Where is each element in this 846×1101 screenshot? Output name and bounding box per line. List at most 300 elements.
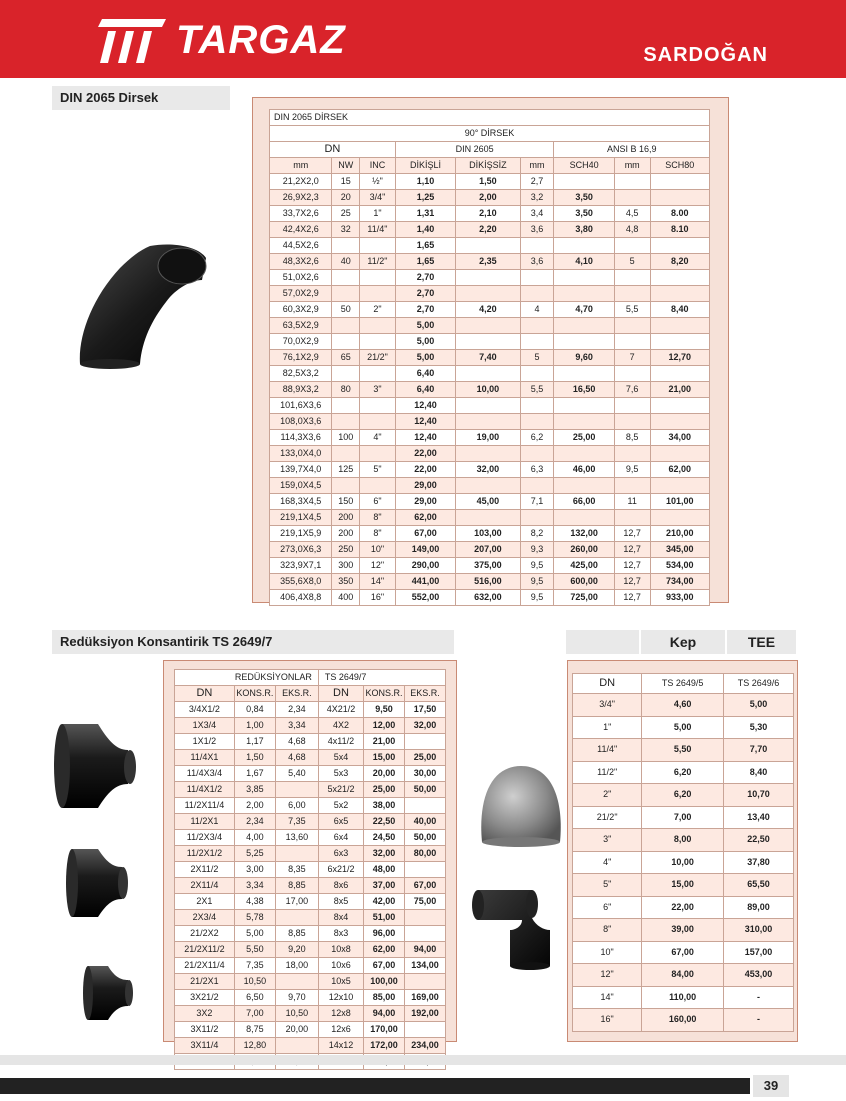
table-cell: 1"	[573, 716, 642, 739]
red-table-standard: TS 2649/7	[318, 670, 445, 686]
table-cell: 20,00	[275, 1022, 318, 1038]
reduction-table	[174, 669, 446, 1070]
table-cell: 65	[332, 350, 360, 366]
table-cell	[332, 238, 360, 254]
table-cell: 8,2	[520, 526, 554, 542]
table-cell: 25,00	[364, 782, 405, 798]
table-cell: 6x3	[318, 846, 363, 862]
table-cell: 100	[332, 430, 360, 446]
table-cell	[650, 446, 709, 462]
table-cell	[360, 398, 396, 414]
table-cell: 14x12	[318, 1038, 363, 1054]
table-cell: 8x3	[318, 926, 363, 942]
table-row	[573, 1009, 794, 1032]
table-cell: 10,00	[642, 851, 724, 874]
table-cell	[614, 270, 650, 286]
table-row	[270, 542, 710, 558]
table-cell: 14"	[360, 574, 396, 590]
table-cell: 323,9X7,1	[270, 558, 332, 574]
table-cell: 40	[332, 254, 360, 270]
table-cell: 14"	[573, 986, 642, 1009]
table-cell	[404, 910, 445, 926]
red-col-header: KONS.R.	[364, 686, 405, 702]
table-cell: -	[723, 986, 793, 1009]
table-cell: 3,50	[554, 190, 614, 206]
table-row	[175, 782, 446, 798]
table-cell	[520, 286, 554, 302]
table-cell: 67,00	[395, 526, 455, 542]
table-row	[270, 526, 710, 542]
table-cell: 4,00	[234, 830, 275, 846]
table-cell	[520, 334, 554, 350]
table-cell	[456, 286, 520, 302]
table-cell	[456, 446, 520, 462]
table-cell: 114,3X3,6	[270, 430, 332, 446]
table-cell: 21,2X2,0	[270, 174, 332, 190]
table-cell: 11/2"	[573, 761, 642, 784]
logo-mark-icon	[96, 15, 170, 65]
table-cell	[360, 334, 396, 350]
table-cell: 4,5	[614, 206, 650, 222]
table-cell: 32,00	[404, 718, 445, 734]
table-row	[270, 190, 710, 206]
table-cell	[332, 286, 360, 302]
table-row	[175, 846, 446, 862]
table-cell: 17,50	[404, 702, 445, 718]
table-cell: 12,7	[614, 542, 650, 558]
table-cell: 3,80	[554, 222, 614, 238]
table-cell: 89,00	[723, 896, 793, 919]
table-cell	[650, 398, 709, 414]
table-cell: 4x11/2	[318, 734, 363, 750]
table-cell: 1,65	[395, 254, 455, 270]
table-cell	[520, 318, 554, 334]
table-cell: 375,00	[456, 558, 520, 574]
table-cell: 3/4X1/2	[175, 702, 235, 718]
table-cell: 3"	[573, 829, 642, 852]
table-row	[175, 702, 446, 718]
table-cell: 9,5	[520, 590, 554, 606]
table-row	[270, 238, 710, 254]
table-cell: 40,00	[404, 814, 445, 830]
table-cell	[614, 446, 650, 462]
table-cell: 4,60	[642, 694, 724, 717]
table-cell: 6,20	[642, 761, 724, 784]
table-cell: 157,00	[723, 941, 793, 964]
table-cell	[456, 398, 520, 414]
table-cell: 3X11/4	[175, 1038, 235, 1054]
din-table-subtitle: 90° DİRSEK	[270, 126, 710, 142]
table-cell: 4,8	[614, 222, 650, 238]
table-row	[573, 874, 794, 897]
table-cell: 600,00	[554, 574, 614, 590]
table-cell: 101,6X3,6	[270, 398, 332, 414]
table-cell: 2,35	[456, 254, 520, 270]
table-header-row	[270, 126, 710, 142]
table-cell: 6,50	[234, 990, 275, 1006]
table-cell: 159,0X4,5	[270, 478, 332, 494]
table-cell: 210,00	[650, 526, 709, 542]
table-row	[270, 206, 710, 222]
table-cell: 3,6	[520, 222, 554, 238]
table-cell: 94,00	[404, 942, 445, 958]
table-cell: 12,7	[614, 574, 650, 590]
table-row	[270, 254, 710, 270]
page-header	[0, 0, 846, 78]
table-cell: 80	[332, 382, 360, 398]
table-cell: 11/4"	[360, 222, 396, 238]
table-row	[270, 222, 710, 238]
table-row	[270, 302, 710, 318]
table-cell	[332, 398, 360, 414]
table-cell	[404, 798, 445, 814]
kep-tee-header-blank	[566, 630, 639, 654]
table-row	[573, 739, 794, 762]
table-cell: 16"	[573, 1009, 642, 1032]
page-number: 39	[753, 1075, 789, 1097]
table-cell: 5,00	[395, 318, 455, 334]
table-cell: 46,00	[554, 462, 614, 478]
table-cell: 3,85	[234, 782, 275, 798]
table-row	[573, 941, 794, 964]
table-cell: 172,00	[364, 1038, 405, 1054]
table-row	[175, 878, 446, 894]
table-cell: 10,00	[456, 382, 520, 398]
table-row	[270, 318, 710, 334]
table-row	[573, 761, 794, 784]
table-cell: 3"	[360, 382, 396, 398]
table-cell	[404, 1022, 445, 1038]
table-cell: 2,70	[395, 286, 455, 302]
table-row	[175, 958, 446, 974]
table-cell: 1X3/4	[175, 718, 235, 734]
table-cell: 8,35	[275, 862, 318, 878]
table-cell: 734,00	[650, 574, 709, 590]
table-cell: 6,2	[520, 430, 554, 446]
table-header-row	[175, 670, 446, 686]
table-cell: 3/4"	[573, 694, 642, 717]
table-cell: 108,0X3,6	[270, 414, 332, 430]
table-cell: 8,85	[275, 926, 318, 942]
table-cell: 15,00	[364, 750, 405, 766]
table-cell: 10"	[573, 941, 642, 964]
table-cell: 15	[332, 174, 360, 190]
table-cell: 2,70	[395, 302, 455, 318]
table-cell: 1,17	[234, 734, 275, 750]
table-row	[270, 174, 710, 190]
table-header-row	[573, 674, 794, 694]
table-cell: 42,00	[364, 894, 405, 910]
table-row	[573, 851, 794, 874]
table-cell	[650, 238, 709, 254]
table-cell: 1,40	[395, 222, 455, 238]
table-cell: 12,40	[395, 414, 455, 430]
table-cell: 20,00	[364, 766, 405, 782]
table-cell: 5,50	[234, 942, 275, 958]
red-col-header: EKS.R.	[404, 686, 445, 702]
table-cell	[614, 238, 650, 254]
table-cell: 5x4	[318, 750, 363, 766]
table-cell: 9,20	[275, 942, 318, 958]
table-cell: 3/4"	[360, 190, 396, 206]
kep-tee-sheet	[567, 660, 798, 1042]
din-col-header: DİKİŞSİZ	[456, 158, 520, 174]
table-cell	[275, 782, 318, 798]
table-cell: 8.00	[650, 206, 709, 222]
table-cell: 67,00	[404, 878, 445, 894]
table-cell: 10x6	[318, 958, 363, 974]
table-row	[573, 806, 794, 829]
table-cell: 12x10	[318, 990, 363, 1006]
table-cell: 1"	[360, 206, 396, 222]
table-cell: 10x8	[318, 942, 363, 958]
table-cell	[554, 398, 614, 414]
table-cell: 4,68	[275, 734, 318, 750]
table-cell: 38,00	[364, 798, 405, 814]
table-cell: 66,00	[554, 494, 614, 510]
table-cell: 8"	[360, 510, 396, 526]
table-cell: ½"	[360, 174, 396, 190]
footer-strip	[0, 1055, 846, 1065]
table-cell: 4"	[360, 430, 396, 446]
table-cell: 22,00	[395, 446, 455, 462]
table-row	[175, 734, 446, 750]
table-cell: 7,70	[723, 739, 793, 762]
table-cell	[614, 510, 650, 526]
table-cell	[650, 318, 709, 334]
table-cell: 406,4X8,8	[270, 590, 332, 606]
table-cell	[360, 414, 396, 430]
table-cell: 3,00	[234, 862, 275, 878]
table-cell: 1,10	[395, 174, 455, 190]
table-cell	[456, 334, 520, 350]
table-cell: 192,00	[404, 1006, 445, 1022]
table-cell: 1,31	[395, 206, 455, 222]
table-cell: 12,7	[614, 590, 650, 606]
table-cell: 2,10	[456, 206, 520, 222]
table-cell: 5,40	[275, 766, 318, 782]
table-cell: 149,00	[395, 542, 455, 558]
table-cell: 6,20	[642, 784, 724, 807]
table-cell: 44,5X2,6	[270, 238, 332, 254]
table-cell: 150	[332, 494, 360, 510]
table-cell: 3,34	[234, 878, 275, 894]
table-cell	[404, 926, 445, 942]
elbow-image	[72, 240, 212, 370]
table-header-row	[270, 142, 710, 158]
table-cell: 62,00	[364, 942, 405, 958]
table-cell: 39,00	[642, 919, 724, 942]
table-cell: 8"	[360, 526, 396, 542]
table-cell: 552,00	[395, 590, 455, 606]
table-cell	[520, 366, 554, 382]
table-cell: 8,85	[275, 878, 318, 894]
table-row	[270, 590, 710, 606]
table-cell	[554, 286, 614, 302]
din-col-header: mm	[520, 158, 554, 174]
table-cell: 350	[332, 574, 360, 590]
din-col-header: SCH80	[650, 158, 709, 174]
table-cell: 5,30	[723, 716, 793, 739]
table-row	[270, 286, 710, 302]
table-cell: 67,00	[364, 958, 405, 974]
table-cell: 21/2X1	[175, 974, 235, 990]
red-table-sheet	[163, 660, 457, 1050]
table-row	[175, 926, 446, 942]
table-cell: 441,00	[395, 574, 455, 590]
table-cell	[456, 270, 520, 286]
table-cell	[614, 414, 650, 430]
table-row	[270, 574, 710, 590]
table-header-row	[270, 110, 710, 126]
table-cell	[275, 1038, 318, 1054]
table-cell: 2,00	[234, 798, 275, 814]
table-cell: 50	[332, 302, 360, 318]
table-cell: 2"	[573, 784, 642, 807]
table-cell: 63,5X2,9	[270, 318, 332, 334]
din-col-header: SCH40	[554, 158, 614, 174]
kep-header: Kep	[641, 630, 725, 654]
table-cell: 22,50	[364, 814, 405, 830]
table-cell: 8,20	[650, 254, 709, 270]
table-cell	[650, 270, 709, 286]
table-cell: 12,40	[395, 430, 455, 446]
table-cell: 5,00	[395, 334, 455, 350]
table-cell: 4,10	[554, 254, 614, 270]
table-cell: 12,00	[364, 718, 405, 734]
table-row	[175, 1038, 446, 1054]
table-cell: 4	[520, 302, 554, 318]
table-cell	[404, 974, 445, 990]
table-cell: -	[723, 1009, 793, 1032]
table-cell: 170,00	[364, 1022, 405, 1038]
kep-col-header: TS 2649/5	[642, 674, 724, 694]
table-cell: 2"	[360, 302, 396, 318]
table-cell	[614, 190, 650, 206]
table-row	[175, 974, 446, 990]
table-cell: 3,2	[520, 190, 554, 206]
table-cell	[456, 318, 520, 334]
table-cell: 10,70	[723, 784, 793, 807]
red-col-header: EKS.R.	[275, 686, 318, 702]
table-row	[175, 718, 446, 734]
table-cell: 7,35	[234, 958, 275, 974]
table-row	[175, 894, 446, 910]
table-row	[573, 986, 794, 1009]
table-row	[175, 990, 446, 1006]
table-cell: 400	[332, 590, 360, 606]
table-cell: 1,50	[234, 750, 275, 766]
table-cell	[650, 510, 709, 526]
table-cell	[614, 318, 650, 334]
red-col-header: DN	[175, 686, 235, 702]
table-cell: 2X11/4	[175, 878, 235, 894]
table-cell: 25,00	[404, 750, 445, 766]
table-cell: 125	[332, 462, 360, 478]
table-cell: 11	[614, 494, 650, 510]
table-cell	[275, 910, 318, 926]
table-cell: 3,50	[554, 206, 614, 222]
table-cell: 2X1	[175, 894, 235, 910]
table-cell: 76,1X2,9	[270, 350, 332, 366]
table-cell: 50,00	[404, 782, 445, 798]
table-cell: 6x4	[318, 830, 363, 846]
table-cell: 2,20	[456, 222, 520, 238]
din-group-ansi: ANSI B 16,9	[554, 142, 710, 158]
table-cell: 12x6	[318, 1022, 363, 1038]
table-cell: 8,00	[642, 829, 724, 852]
table-cell: 21,00	[650, 382, 709, 398]
table-cell: 48,00	[364, 862, 405, 878]
reducer-small-image	[80, 960, 140, 1026]
section-title-reduksiyon: Redüksiyon Konsantirik TS 2649/7	[52, 630, 454, 654]
table-cell: 5,00	[395, 350, 455, 366]
table-cell	[360, 366, 396, 382]
table-cell: 12,70	[650, 350, 709, 366]
table-cell: 5,50	[642, 739, 724, 762]
table-cell: 139,7X4,0	[270, 462, 332, 478]
din-table	[269, 109, 710, 606]
table-cell: 1,25	[395, 190, 455, 206]
table-cell: 4,20	[456, 302, 520, 318]
table-cell: 51,00	[364, 910, 405, 926]
table-row	[573, 716, 794, 739]
tee-image	[470, 870, 570, 970]
table-cell: 4X2	[318, 718, 363, 734]
table-cell: 9,50	[364, 702, 405, 718]
table-cell	[554, 270, 614, 286]
table-cell: 22,00	[642, 896, 724, 919]
table-cell	[332, 366, 360, 382]
table-row	[573, 919, 794, 942]
table-cell: 22,50	[723, 829, 793, 852]
table-cell: 534,00	[650, 558, 709, 574]
table-cell: 3,6	[520, 254, 554, 270]
table-cell: 1X1/2	[175, 734, 235, 750]
table-cell	[554, 366, 614, 382]
table-cell: 19,00	[456, 430, 520, 446]
table-cell: 3X21/2	[175, 990, 235, 1006]
table-cell: 11/2X11/4	[175, 798, 235, 814]
table-cell: 84,00	[642, 964, 724, 987]
table-cell: 4,70	[554, 302, 614, 318]
table-cell: 11/4X1/2	[175, 782, 235, 798]
din-group-din: DIN 2605	[395, 142, 554, 158]
table-cell	[614, 478, 650, 494]
table-cell: 17,00	[275, 894, 318, 910]
table-cell: 8,75	[234, 1022, 275, 1038]
table-cell: 12"	[360, 558, 396, 574]
table-cell: 8,40	[650, 302, 709, 318]
table-cell: 5	[520, 350, 554, 366]
table-cell: 11/2X1	[175, 814, 235, 830]
table-cell: 10,50	[275, 1006, 318, 1022]
table-header-row	[270, 158, 710, 174]
reducer-large-image	[52, 720, 152, 810]
table-cell: 7,00	[642, 806, 724, 829]
table-cell	[650, 190, 709, 206]
table-cell: 9,5	[614, 462, 650, 478]
table-row	[175, 910, 446, 926]
table-cell: 9,70	[275, 990, 318, 1006]
table-cell: 1,50	[456, 174, 520, 190]
table-cell	[614, 174, 650, 190]
table-cell: 5,00	[642, 716, 724, 739]
table-cell: 13,60	[275, 830, 318, 846]
table-cell: 0,84	[234, 702, 275, 718]
table-cell	[332, 318, 360, 334]
table-cell: 2,34	[234, 814, 275, 830]
